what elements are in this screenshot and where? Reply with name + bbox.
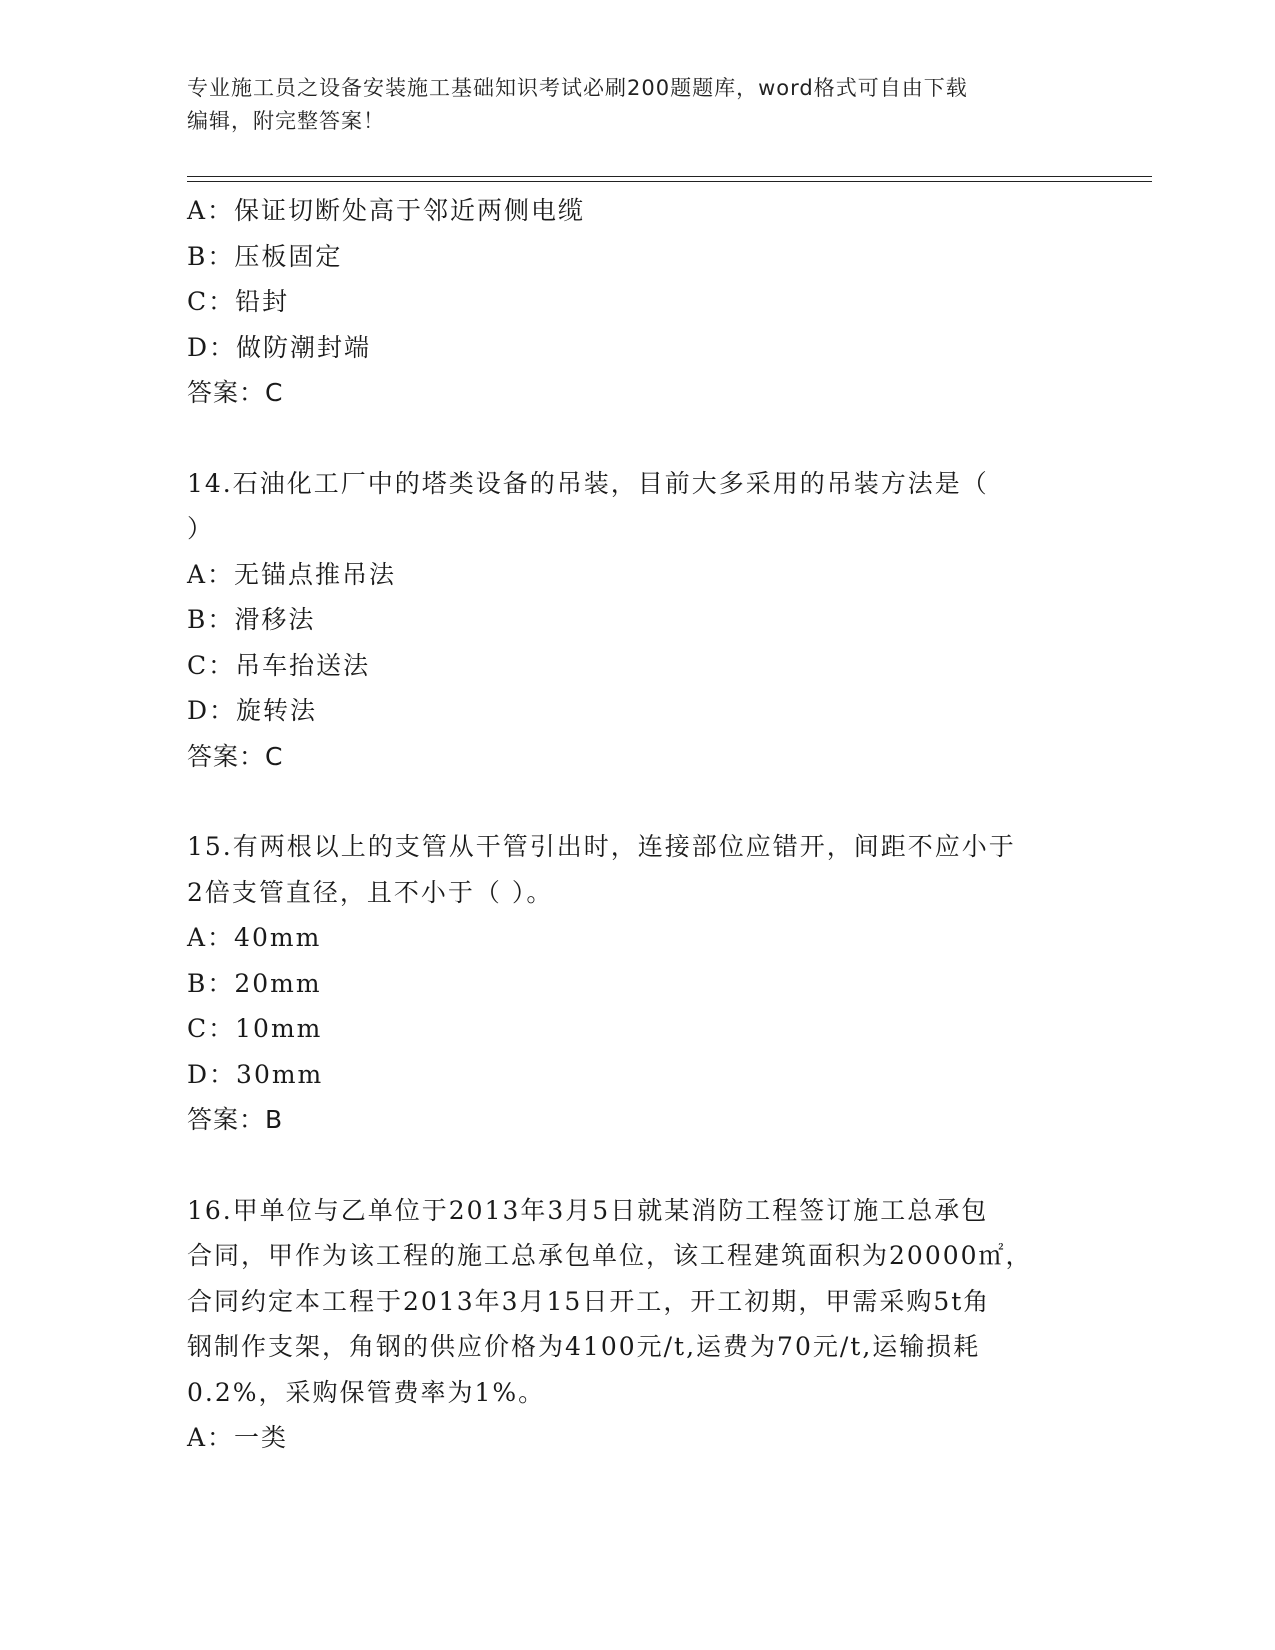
option-d: D：旋转法 [187, 696, 318, 725]
answer: 答案：C [187, 741, 284, 771]
option-a: A：一类 [187, 1423, 289, 1452]
question-stem: ） [187, 514, 215, 543]
question-15 [187, 824, 1087, 1143]
question-stem: 合同，甲作为该工程的施工总承包单位，该工程建筑面积为20000㎡， [187, 1241, 1033, 1270]
question-stem: 16.甲单位与乙单位于2013年3月5日就某消防工程签订施工总承包 [187, 1195, 989, 1225]
option-a: A：40mm [187, 923, 322, 952]
document-header [187, 72, 1067, 138]
option-a: A：无锚点推吊法 [187, 559, 397, 589]
question-stem: 14.石油化工厂中的塔类设备的吊装，目前大多采用的吊装方法是（ [187, 468, 989, 498]
option-c: C：铅封 [187, 287, 290, 316]
header-title-line-1: 专业施工员之设备安装施工基础知识考试必刷200题题库，word格式可自由下载 [187, 76, 968, 100]
option-c: C：10mm [187, 1014, 323, 1043]
answer: 答案：B [187, 1105, 284, 1134]
question-stem: 钢制作支架，角钢的供应价格为4100元/t,运费为70元/t,运输损耗 [187, 1332, 981, 1361]
answer: 答案：C [187, 378, 284, 407]
header-title-line-2: 编辑，附完整答案！ [187, 109, 385, 133]
option-a: A：保证切断处高于邻近两侧电缆 [187, 196, 586, 225]
option-c: C：吊车抬送法 [187, 650, 371, 680]
question-16 [187, 1188, 1087, 1461]
option-b: B：压板固定 [187, 241, 343, 271]
option-d: D：做防潮封端 [187, 332, 372, 362]
question-13 [187, 188, 1087, 416]
header-divider-bottom [187, 181, 1152, 182]
option-d: D：30mm [187, 1059, 324, 1089]
question-stem: 合同约定本工程于2013年3月15日开工，开工初期，甲需采购5t角 [187, 1286, 991, 1316]
question-list [187, 188, 1087, 1461]
question-stem: 0.2%，采购保管费率为1%。 [187, 1377, 546, 1407]
question-14 [187, 461, 1087, 780]
header-divider-top [187, 176, 1152, 177]
question-spacer [187, 779, 1087, 824]
option-b: B：20mm [187, 968, 322, 998]
question-stem: 2倍支管直径，且不小于（ ）。 [187, 877, 554, 907]
question-stem: 15.有两根以上的支管从干管引出时，连接部位应错开，间距不应小于 [187, 832, 1016, 861]
question-spacer [187, 1143, 1087, 1188]
option-b: B：滑移法 [187, 605, 316, 634]
question-spacer [187, 416, 1087, 461]
